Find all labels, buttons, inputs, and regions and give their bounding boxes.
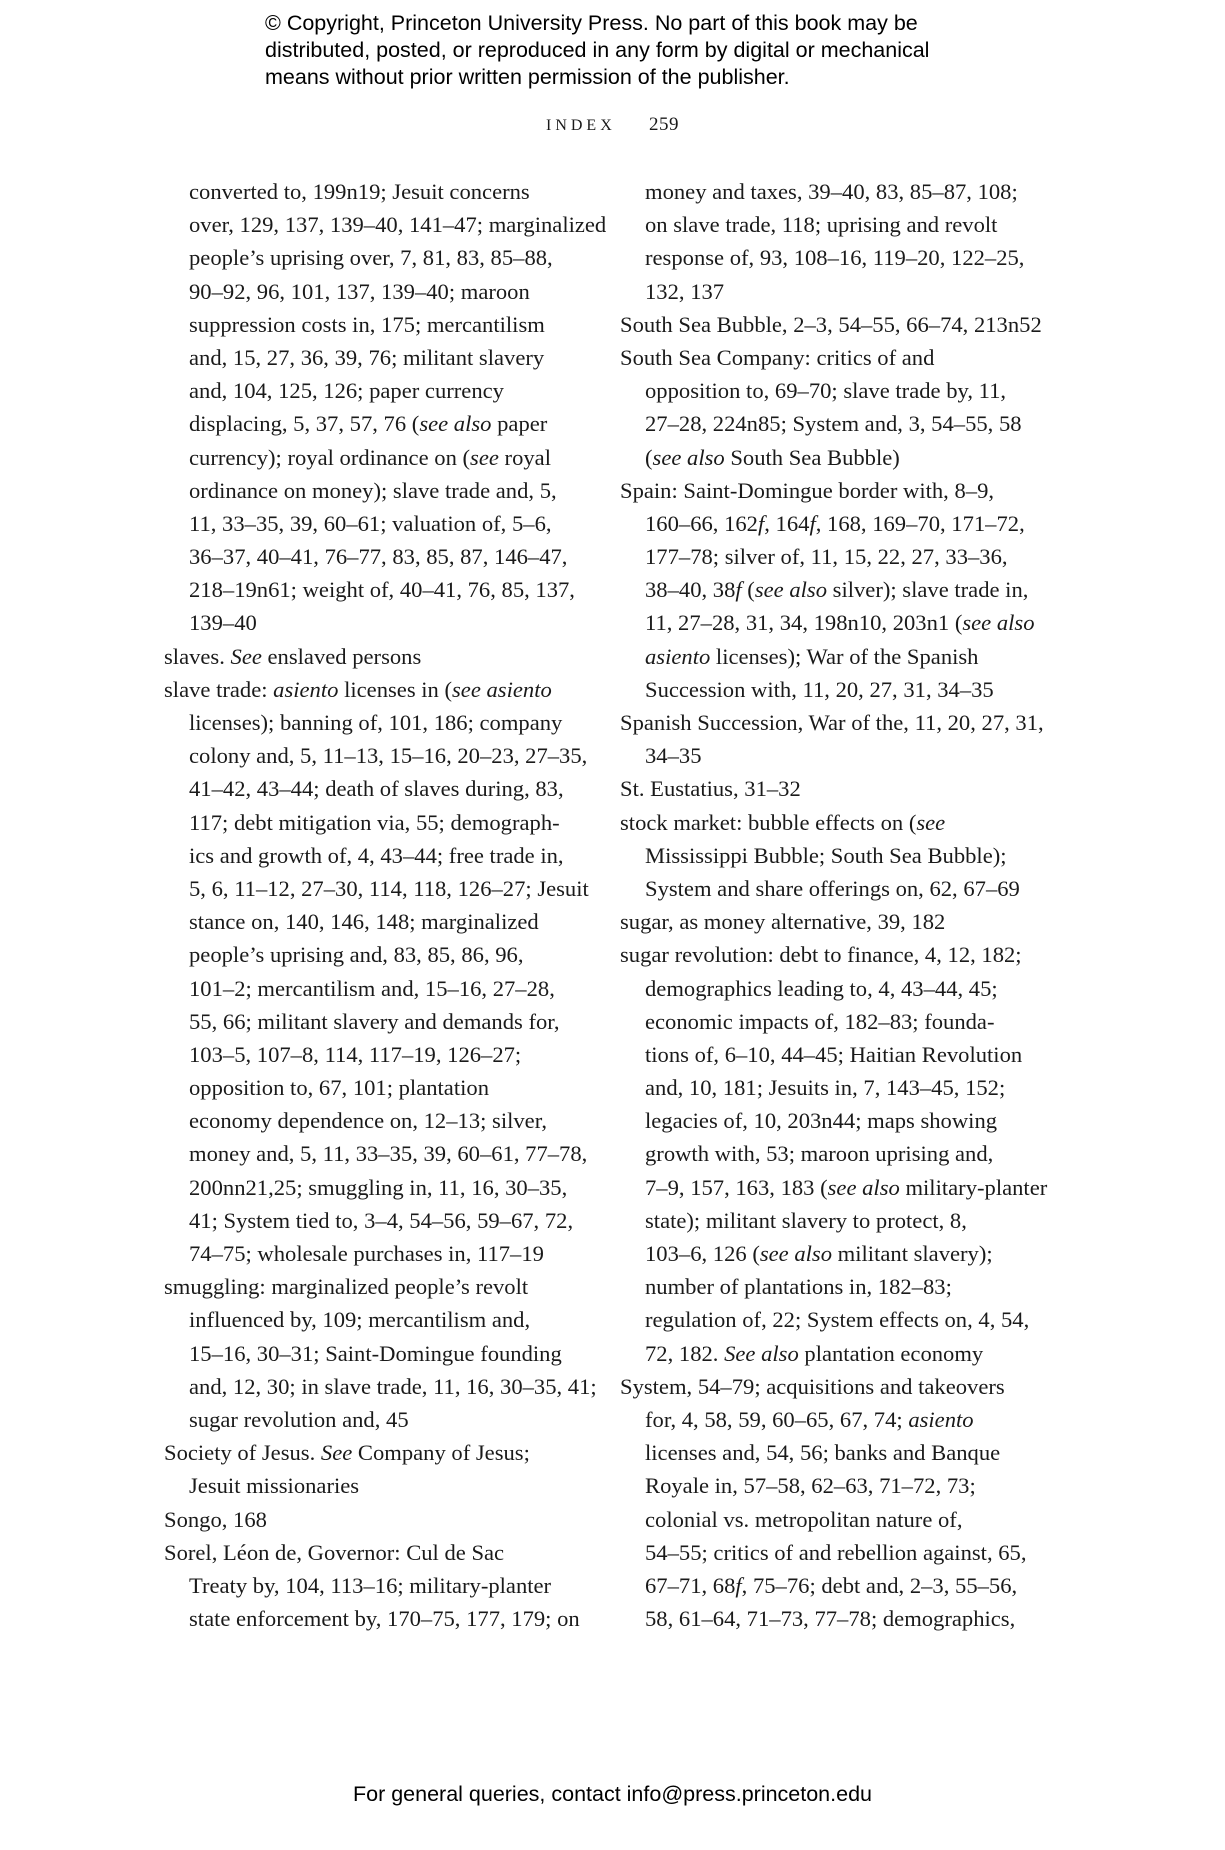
entry-text: licenses in ( <box>338 676 453 702</box>
entry-text: sugar, as money alternative, 39, 182 <box>620 909 946 935</box>
entry-text: state); militant slavery to protect, 8, <box>645 1207 967 1233</box>
copyright-line: means without prior written permission of the publisher. <box>265 65 790 89</box>
entry-text: people’s uprising over, 7, 81, 83, 85–88, <box>189 245 553 271</box>
entry-text: 132, 137 <box>645 278 725 304</box>
entry-text: 74–75; wholesale purchases in, 117–19 <box>189 1241 544 1266</box>
entry-text: regulation of, 22; System effects on, 4, 54, <box>645 1307 1030 1333</box>
index-entry <box>620 938 1180 971</box>
index-entry <box>620 1370 1180 1403</box>
italic-text: f <box>735 1572 742 1598</box>
entry-text: legacies of, 10, 203n44; maps showing <box>645 1108 998 1134</box>
index-column-right <box>620 175 1180 1635</box>
index-subline <box>620 872 1180 905</box>
entry-text: , 164 <box>764 510 810 536</box>
entry-text: 58, 61–64, 71–73, 77–78; demographics, <box>645 1606 1016 1632</box>
copyright-line: distributed, posted, or reproduced in any form by digital or mechanical <box>265 38 930 62</box>
index-entry <box>620 474 1180 507</box>
index-subline <box>620 839 1180 872</box>
italic-text: see also <box>827 1174 900 1200</box>
entry-text: St. Eustatius, 31–32 <box>620 776 801 802</box>
entry-text: and, 104, 125, 126; paper currency <box>189 378 504 404</box>
index-subline <box>620 606 1180 639</box>
index-subline <box>620 1071 1180 1104</box>
entry-text: licenses); War of the Spanish <box>710 643 979 669</box>
index-subline <box>620 1237 1180 1270</box>
entry-text: opposition to, 67, 101; plantation <box>189 1075 489 1101</box>
entry-text: colony and, 5, 11–13, 15–16, 20–23, 27–35, <box>189 743 588 769</box>
entry-text: 67–71, 68 <box>645 1572 736 1598</box>
page-number: 259 <box>649 114 679 135</box>
copyright-notice <box>265 10 1025 91</box>
entry-text: 117; debt mitigation via, 55; demograph- <box>189 809 560 835</box>
italic-text: see also <box>754 577 828 603</box>
entry-text: for, 4, 58, 59, 60–65, 67, 74; <box>645 1406 909 1432</box>
entry-text: 103–6, 126 ( <box>645 1241 760 1266</box>
italic-text: see also <box>962 610 1035 636</box>
italic-text: see also <box>759 1241 833 1266</box>
entry-text: Sorel, Léon de, Governor: Cul de Sac <box>164 1539 505 1565</box>
section-title: INDEX <box>545 117 616 134</box>
entry-text: sugar revolution: debt to finance, 4, 12, 182; <box>620 942 1022 968</box>
index-entry <box>620 341 1180 374</box>
entry-text: people’s uprising and, 83, 85, 86, 96, <box>189 942 524 968</box>
index-entry <box>620 706 1180 739</box>
index-subline <box>620 1436 1180 1469</box>
entry-text: Treaty by, 104, 113–16; military-planter <box>189 1572 552 1598</box>
entry-text: slave trade: <box>164 676 274 702</box>
entry-text: economic impacts of, 182–83; founda- <box>645 1008 995 1034</box>
index-subline <box>620 374 1180 407</box>
entry-text: System and share offerings on, 62, 67–69 <box>645 875 1020 901</box>
index-subline <box>620 1171 1180 1204</box>
entry-text: 34–35 <box>645 743 702 769</box>
entry-text: displacing, 5, 37, 57, 76 ( <box>189 411 420 437</box>
italic-text: asiento <box>273 676 339 702</box>
index-subline <box>620 1104 1180 1137</box>
copyright-line: © Copyright, Princeton University Press. No part of this book may be <box>265 11 918 35</box>
italic-text: f <box>809 510 816 536</box>
entry-text: and, 10, 181; Jesuits in, 7, 143–45, 152; <box>645 1075 1006 1101</box>
entry-text: colonial vs. metropolitan nature of, <box>645 1506 963 1532</box>
entry-text: paper <box>491 411 548 437</box>
index-subline <box>620 175 1180 208</box>
entry-text: state enforcement by, 170–75, 177, 179; on <box>189 1606 580 1632</box>
index-subline <box>620 1569 1180 1602</box>
index-subline <box>620 1303 1180 1336</box>
entry-text: currency); royal ordinance on ( <box>189 444 471 470</box>
index-subline <box>620 972 1180 1005</box>
index-subline <box>620 208 1180 241</box>
entry-text: Society of Jesus. <box>164 1440 321 1466</box>
entry-text: 38–40, 38 <box>645 577 736 603</box>
entry-text: System, 54–79; acquisitions and takeovers <box>620 1373 1005 1399</box>
entry-text: 72, 182. <box>645 1340 725 1366</box>
entry-text: licenses); banning of, 101, 186; company <box>189 710 563 735</box>
index-subline <box>620 241 1180 274</box>
entry-text: 101–2; mercantilism and, 15–16, 27–28, <box>189 975 555 1001</box>
entry-text: 41–42, 43–44; death of slaves during, 83, <box>189 776 564 802</box>
entry-text: licenses and, 54, 56; banks and Banque <box>645 1440 1001 1466</box>
entry-text: 177–78; silver of, 11, 15, 22, 27, 33–36, <box>645 544 1008 570</box>
italic-text: see <box>916 809 946 835</box>
index-entry <box>620 772 1180 805</box>
entry-text: military-planter <box>899 1174 1048 1200</box>
index-subline <box>620 507 1180 540</box>
italic-text: asiento <box>908 1406 974 1432</box>
index-subline <box>620 441 1180 474</box>
entry-text: on slave trade, 118; uprising and revolt <box>645 212 998 238</box>
index-subline <box>620 673 1180 706</box>
entry-text: Jesuit missionaries <box>189 1473 360 1499</box>
index-entry <box>620 905 1180 938</box>
entry-text: suppression costs in, 175; mercantilism <box>189 311 545 337</box>
index-subline <box>620 407 1180 440</box>
entry-text: , 168, 169–70, 171–72, <box>815 510 1025 536</box>
entry-text: stock market: bubble effects on ( <box>620 809 917 835</box>
entry-text: smuggling: marginalized people’s revolt <box>164 1274 529 1300</box>
entry-text: influenced by, 109; mercantilism and, <box>189 1307 531 1333</box>
entry-text: opposition to, 69–70; slave trade by, 11, <box>645 378 1007 404</box>
entry-text: money and taxes, 39–40, 83, 85–87, 108; <box>645 179 1018 204</box>
index-subline <box>620 739 1180 772</box>
entry-text: number of plantations in, 182–83; <box>645 1274 952 1300</box>
entry-text: 54–55; critics of and rebellion against, 65, <box>645 1539 1027 1565</box>
entry-text: 218–19n61; weight of, 40–41, 76, 85, 137, <box>189 577 575 603</box>
italic-text: see also <box>652 444 725 470</box>
running-head <box>0 114 1225 136</box>
entry-text: and, 15, 27, 36, 39, 76; militant slavery <box>189 344 545 370</box>
index-entry <box>620 308 1180 341</box>
entry-text: militant slavery); <box>832 1241 993 1266</box>
entry-text: tions of, 6–10, 44–45; Haitian Revolution <box>645 1041 1023 1067</box>
entry-text: over, 129, 137, 139–40, 141–47; marginalized <box>189 212 607 238</box>
italic-text: f <box>735 577 742 603</box>
entry-text: Royale in, 57–58, 62–63, 71–72, 73; <box>645 1473 976 1499</box>
entry-text: ordinance on money); slave trade and, 5, <box>189 477 557 503</box>
entry-text: silver); slave trade in, <box>827 577 1029 603</box>
entry-text: Spanish Succession, War of the, 11, 20, 27, 31, <box>620 710 1044 735</box>
index-subline <box>620 573 1180 606</box>
entry-text: Spain: Saint-Domingue border with, 8–9, <box>620 477 995 503</box>
index-subline <box>620 1038 1180 1071</box>
entry-text: 11, 27–28, 31, 34, 198n10, 203n1 ( <box>645 610 963 636</box>
index-subline <box>620 1536 1180 1569</box>
index-subline <box>620 1503 1180 1536</box>
entry-text: 27–28, 224n85; System and, 3, 54–55, 58 <box>645 411 1022 437</box>
entry-text: enslaved persons <box>261 643 422 669</box>
entry-text: , 75–76; debt and, 2–3, 55–56, <box>741 1572 1018 1598</box>
entry-text: 7–9, 157, 163, 183 ( <box>645 1174 828 1200</box>
entry-text: money and, 5, 11, 33–35, 39, 60–61, 77–78, <box>189 1141 588 1167</box>
index-subline <box>620 1270 1180 1303</box>
entry-text: 160–66, 162 <box>645 510 758 536</box>
entry-text: 200nn21,25; smuggling in, 11, 16, 30–35, <box>189 1174 568 1200</box>
entry-text: growth with, 53; maroon uprising and, <box>645 1141 994 1167</box>
entry-text: 55, 66; militant slavery and demands for, <box>189 1008 560 1034</box>
entry-text: South Sea Company: critics of and <box>620 344 935 370</box>
italic-text: see also <box>419 411 492 437</box>
entry-text: 36–37, 40–41, 76–77, 83, 85, 87, 146–47, <box>189 544 568 570</box>
entry-text: South Sea Bubble, 2–3, 54–55, 66–74, 213n52 <box>620 311 1042 337</box>
index-subline <box>620 1337 1180 1370</box>
entry-text: Mississippi Bubble; South Sea Bubble); <box>645 842 1007 868</box>
entry-text: 139–40 <box>189 610 257 636</box>
entry-text: plantation economy <box>798 1340 984 1366</box>
entry-text: South Sea Bubble) <box>724 444 900 470</box>
entry-text: converted to, 199n19; Jesuit concerns <box>189 179 530 204</box>
entry-text: ( <box>645 444 653 470</box>
index-entry <box>620 806 1180 839</box>
entry-text: response of, 93, 108–16, 119–20, 122–25, <box>645 245 1025 271</box>
italic-text: see <box>470 444 499 470</box>
entry-text: and, 12, 30; in slave trade, 11, 16, 30–35, 41; <box>189 1373 597 1399</box>
italic-text: asiento <box>645 643 711 669</box>
entry-text: Songo, 168 <box>164 1506 267 1532</box>
entry-text: demographics leading to, 4, 43–44, 45; <box>645 975 998 1001</box>
index-subline <box>620 275 1180 308</box>
entry-text: 5, 6, 11–12, 27–30, 114, 118, 126–27; Jesuit <box>189 875 589 901</box>
index-subline <box>620 1005 1180 1038</box>
index-subline <box>620 1403 1180 1436</box>
index-subline <box>620 1204 1180 1237</box>
footer-contact: For general queries, contact info@press.princeton.edu <box>352 1782 872 1806</box>
entry-text: 90–92, 96, 101, 137, 139–40; maroon <box>189 278 530 304</box>
index-subline <box>620 540 1180 573</box>
entry-text: Company of Jesus; <box>352 1440 530 1466</box>
entry-text: stance on, 140, 146, 148; marginalized <box>189 909 539 935</box>
entry-text: slaves. <box>164 643 231 669</box>
entry-text: sugar revolution and, 45 <box>189 1406 409 1432</box>
entry-text: economy dependence on, 12–13; silver, <box>189 1108 547 1134</box>
entry-text: ics and growth of, 4, 43–44; free trade in, <box>189 842 564 868</box>
italic-text: See <box>320 1440 353 1466</box>
index-subline <box>620 1469 1180 1502</box>
italic-text: f <box>757 510 765 536</box>
entry-text: 11, 33–35, 39, 60–61; valuation of, 5–6, <box>189 510 552 536</box>
entry-text: 15–16, 30–31; Saint-Domingue founding <box>189 1340 562 1366</box>
index-subline <box>620 1137 1180 1170</box>
entry-text: 103–5, 107–8, 114, 117–19, 126–27; <box>189 1041 522 1067</box>
entry-text: 41; System tied to, 3–4, 54–56, 59–67, 72, <box>189 1207 574 1233</box>
italic-text: see asiento <box>452 676 552 702</box>
italic-text: See <box>230 643 262 669</box>
index-subline <box>620 1602 1180 1635</box>
index-subline <box>620 640 1180 673</box>
entry-text: ( <box>741 577 755 603</box>
italic-text: See also <box>724 1340 799 1366</box>
entry-text: Succession with, 11, 20, 27, 31, 34–35 <box>645 676 994 702</box>
entry-text: royal <box>498 444 551 470</box>
